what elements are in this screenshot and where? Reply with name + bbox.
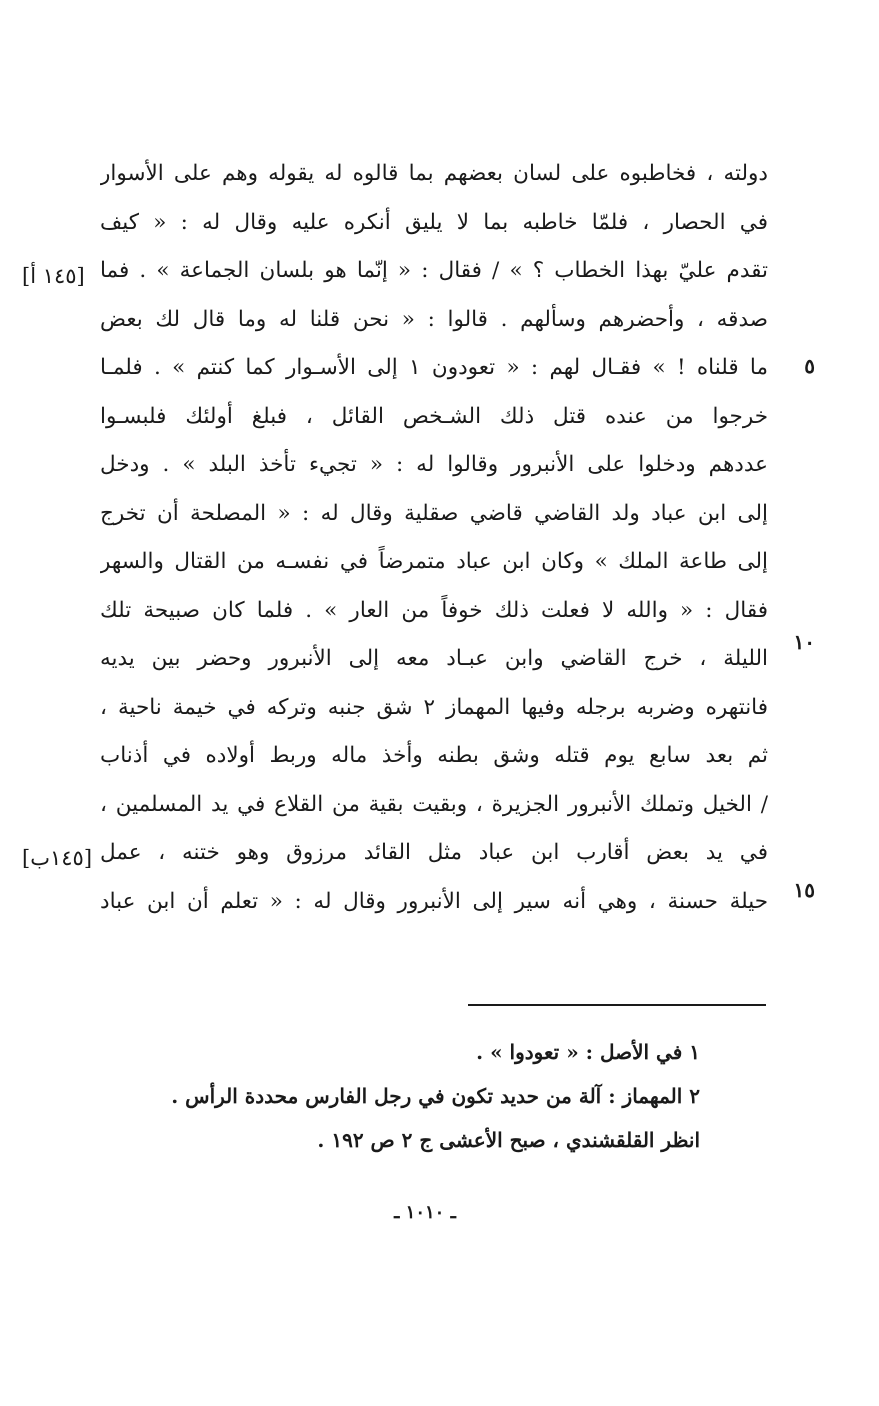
text-line: تقدم عليّ بهذا الخطاب ؟ » / فقال : « إنّما هو بلسان الجماعة » . فما bbox=[100, 258, 768, 283]
text-line: إلى ابن عباد ولد القاضي قاضي صقلية وقال له : « المصلحة أن تخرج bbox=[100, 500, 768, 526]
folio-marker-145b: [١٤٥ب] bbox=[22, 846, 93, 870]
line-number-10: ١٠ bbox=[793, 630, 815, 654]
text-line: في يد بعض أقارب ابن عباد مثل القائد مرزوق وهو ختنه ، عمل bbox=[100, 840, 768, 865]
text-line: عددهم ودخلوا على الأنبرور وقالوا له : « تجيء تأخذ البلد » . ودخل bbox=[100, 452, 768, 477]
text-line: / الخيل وتملك الأنبرور الجزيرة ، وبقيت بقية من القلاع في يد المسلمين ، bbox=[100, 791, 768, 817]
text-line: دولته ، فخاطبوه على لسان بعضهم بما قالوه له يقوله وهم على الأسوار bbox=[100, 161, 768, 186]
page-number: ـ ١٠١٠ ـ bbox=[394, 1202, 456, 1223]
footnote-2-continuation: انظر القلقشندي ، صبح الأعشى ج ٢ ص ١٩٢ . bbox=[317, 1128, 700, 1152]
footnote-2: ٢ المهماز : آلة من حديد تكون في رجل الفارس محددة الرأس . bbox=[171, 1084, 700, 1108]
line-number-15: ١٥ bbox=[793, 878, 815, 902]
text-line: في الحصار ، فلمّا خاطبه بما لا يليق أنكره عليه وقال له : « كيف bbox=[100, 209, 768, 235]
text-line: فقال : « والله لا فعلت ذلك خوفاً من العار » . فلما كان صبيحة تلك bbox=[100, 597, 768, 623]
text-line: الليلة ، خرج القاضي وابن عبـاد معه إلى الأنبرور وحضر بين يديه bbox=[100, 646, 768, 671]
text-line: ثم بعد سابع يوم قتله وشق بطنه وأخذ ماله وربط أولاده في أذناب bbox=[100, 743, 768, 768]
folio-marker-145a: [١٤٥ أ] bbox=[22, 264, 85, 288]
text-line: خرجوا من عنده قتل ذلك الشـخص القائل ، فبلغ أولئك فلبسـوا bbox=[100, 403, 768, 429]
main-text-block bbox=[100, 150, 768, 926]
line-number-5: ٥ bbox=[804, 354, 815, 378]
footnotes-block bbox=[110, 1030, 700, 1162]
footnote-1: ١ في الأصل : « تعودوا » . bbox=[476, 1040, 700, 1064]
text-line: صدقه ، وأحضرهم وسألهم . قالوا : « نحن قلنا له وما قال لك بعض bbox=[100, 306, 768, 332]
text-line: فانتهره وضربه برجله وفيها المهماز ٢ شق جنبه وتركه في خيمة ناحية ، bbox=[100, 694, 768, 720]
text-line: إلى طاعة الملك » وكان ابن عباد متمرضاً في نفسـه من القتال والسهر bbox=[100, 549, 768, 574]
text-line: حيلة حسنة ، وهي أنه سير إلى الأنبرور وقال له : « تعلم أن ابن عباد bbox=[100, 888, 768, 914]
text-line: ما قلناه ! » فقـال لهم : « تعودون ١ إلى الأسـوار كما كنتم » . فلمـا bbox=[100, 355, 768, 380]
footnote-separator bbox=[468, 1004, 766, 1006]
